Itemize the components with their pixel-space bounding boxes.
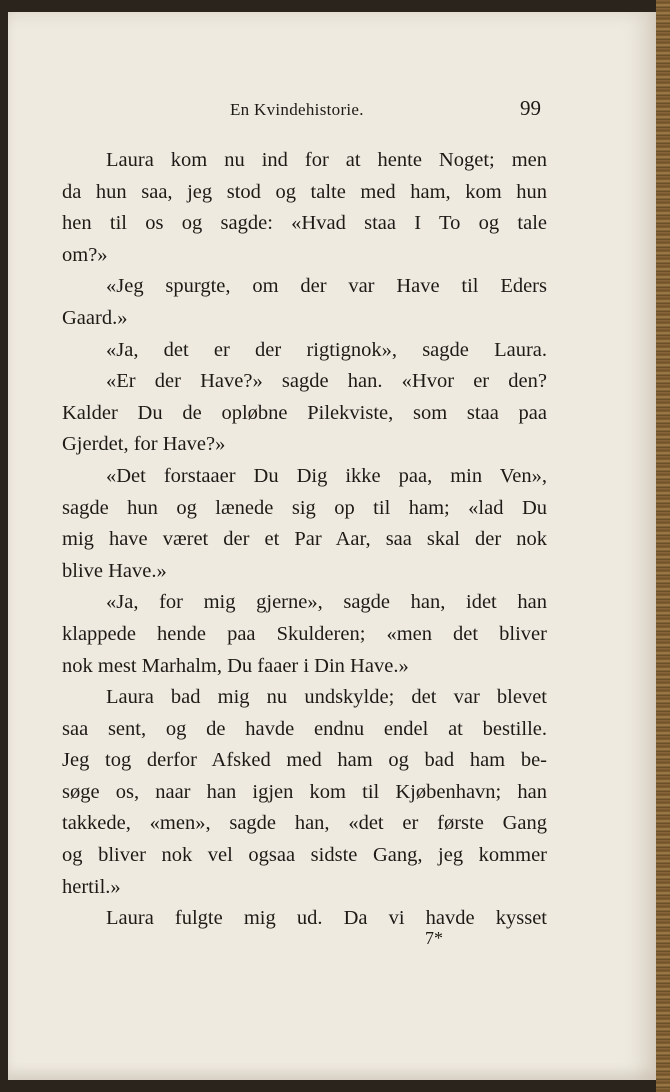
page-header bbox=[0, 94, 670, 124]
signature-mark: 7* bbox=[425, 928, 443, 948]
text-line: Gjerdet, for Have?» bbox=[62, 433, 226, 456]
text-line: blive Have.» bbox=[62, 559, 167, 582]
text-line: om?» bbox=[62, 243, 108, 266]
running-head: En Kvindehistorie. bbox=[230, 100, 364, 119]
text-line: nok mest Marhalm, Du faaer i Din Have.» bbox=[62, 654, 409, 677]
text-line: Kalder Du de opløbne Pilekviste, som staa paa bbox=[62, 401, 547, 424]
text-line: Laura bad mig nu undskylde; det var blevet bbox=[106, 686, 547, 709]
text-line: «Ja, for mig gjerne», sagde han, idet han bbox=[106, 591, 547, 614]
book-spine-edge bbox=[656, 0, 670, 1092]
text-line: takkede, «men», sagde han, «det er første Gang bbox=[62, 812, 547, 835]
text-line: saa sent, og de havde endnu endel at bestille. bbox=[62, 717, 547, 740]
text-line: hen til os og sagde: «Hvad staa I To og tale bbox=[62, 212, 547, 235]
text-line: og bliver nok vel ogsaa sidste Gang, jeg kommer bbox=[62, 844, 547, 867]
text-line: «Det forstaaer Du Dig ikke paa, min Ven», bbox=[106, 464, 547, 487]
text-line: klappede hende paa Skulderen; «men det bliver bbox=[62, 622, 547, 645]
body-text bbox=[62, 145, 547, 935]
text-line: Jeg tog derfor Afsked med ham og bad ham be- bbox=[62, 749, 547, 772]
text-line: mig have været der et Par Aar, saa skal der nok bbox=[62, 528, 547, 551]
text-line: «Jeg spurgte, om der var Have til Eders bbox=[106, 275, 547, 298]
text-line: «Er der Have?» sagde han. «Hvor er den? bbox=[106, 370, 547, 393]
text-line: sagde hun og lænede sig op til ham; «lad Du bbox=[62, 496, 547, 519]
text-line: hertil.» bbox=[62, 875, 121, 898]
text-line: Laura fulgte mig ud. Da vi havde kysset bbox=[106, 907, 547, 930]
page-number: 99 bbox=[520, 96, 541, 120]
text-line: søge os, naar han igjen kom til Kjøbenhavn; han bbox=[62, 780, 547, 803]
text-line: «Ja, det er der rigtignok», sagde Laura. bbox=[106, 338, 547, 361]
text-line: Laura kom nu ind for at hente Noget; men bbox=[106, 149, 547, 171]
text-line: Gaard.» bbox=[62, 306, 128, 329]
text-line: da hun saa, jeg stod og talte med ham, kom hun bbox=[62, 180, 547, 203]
